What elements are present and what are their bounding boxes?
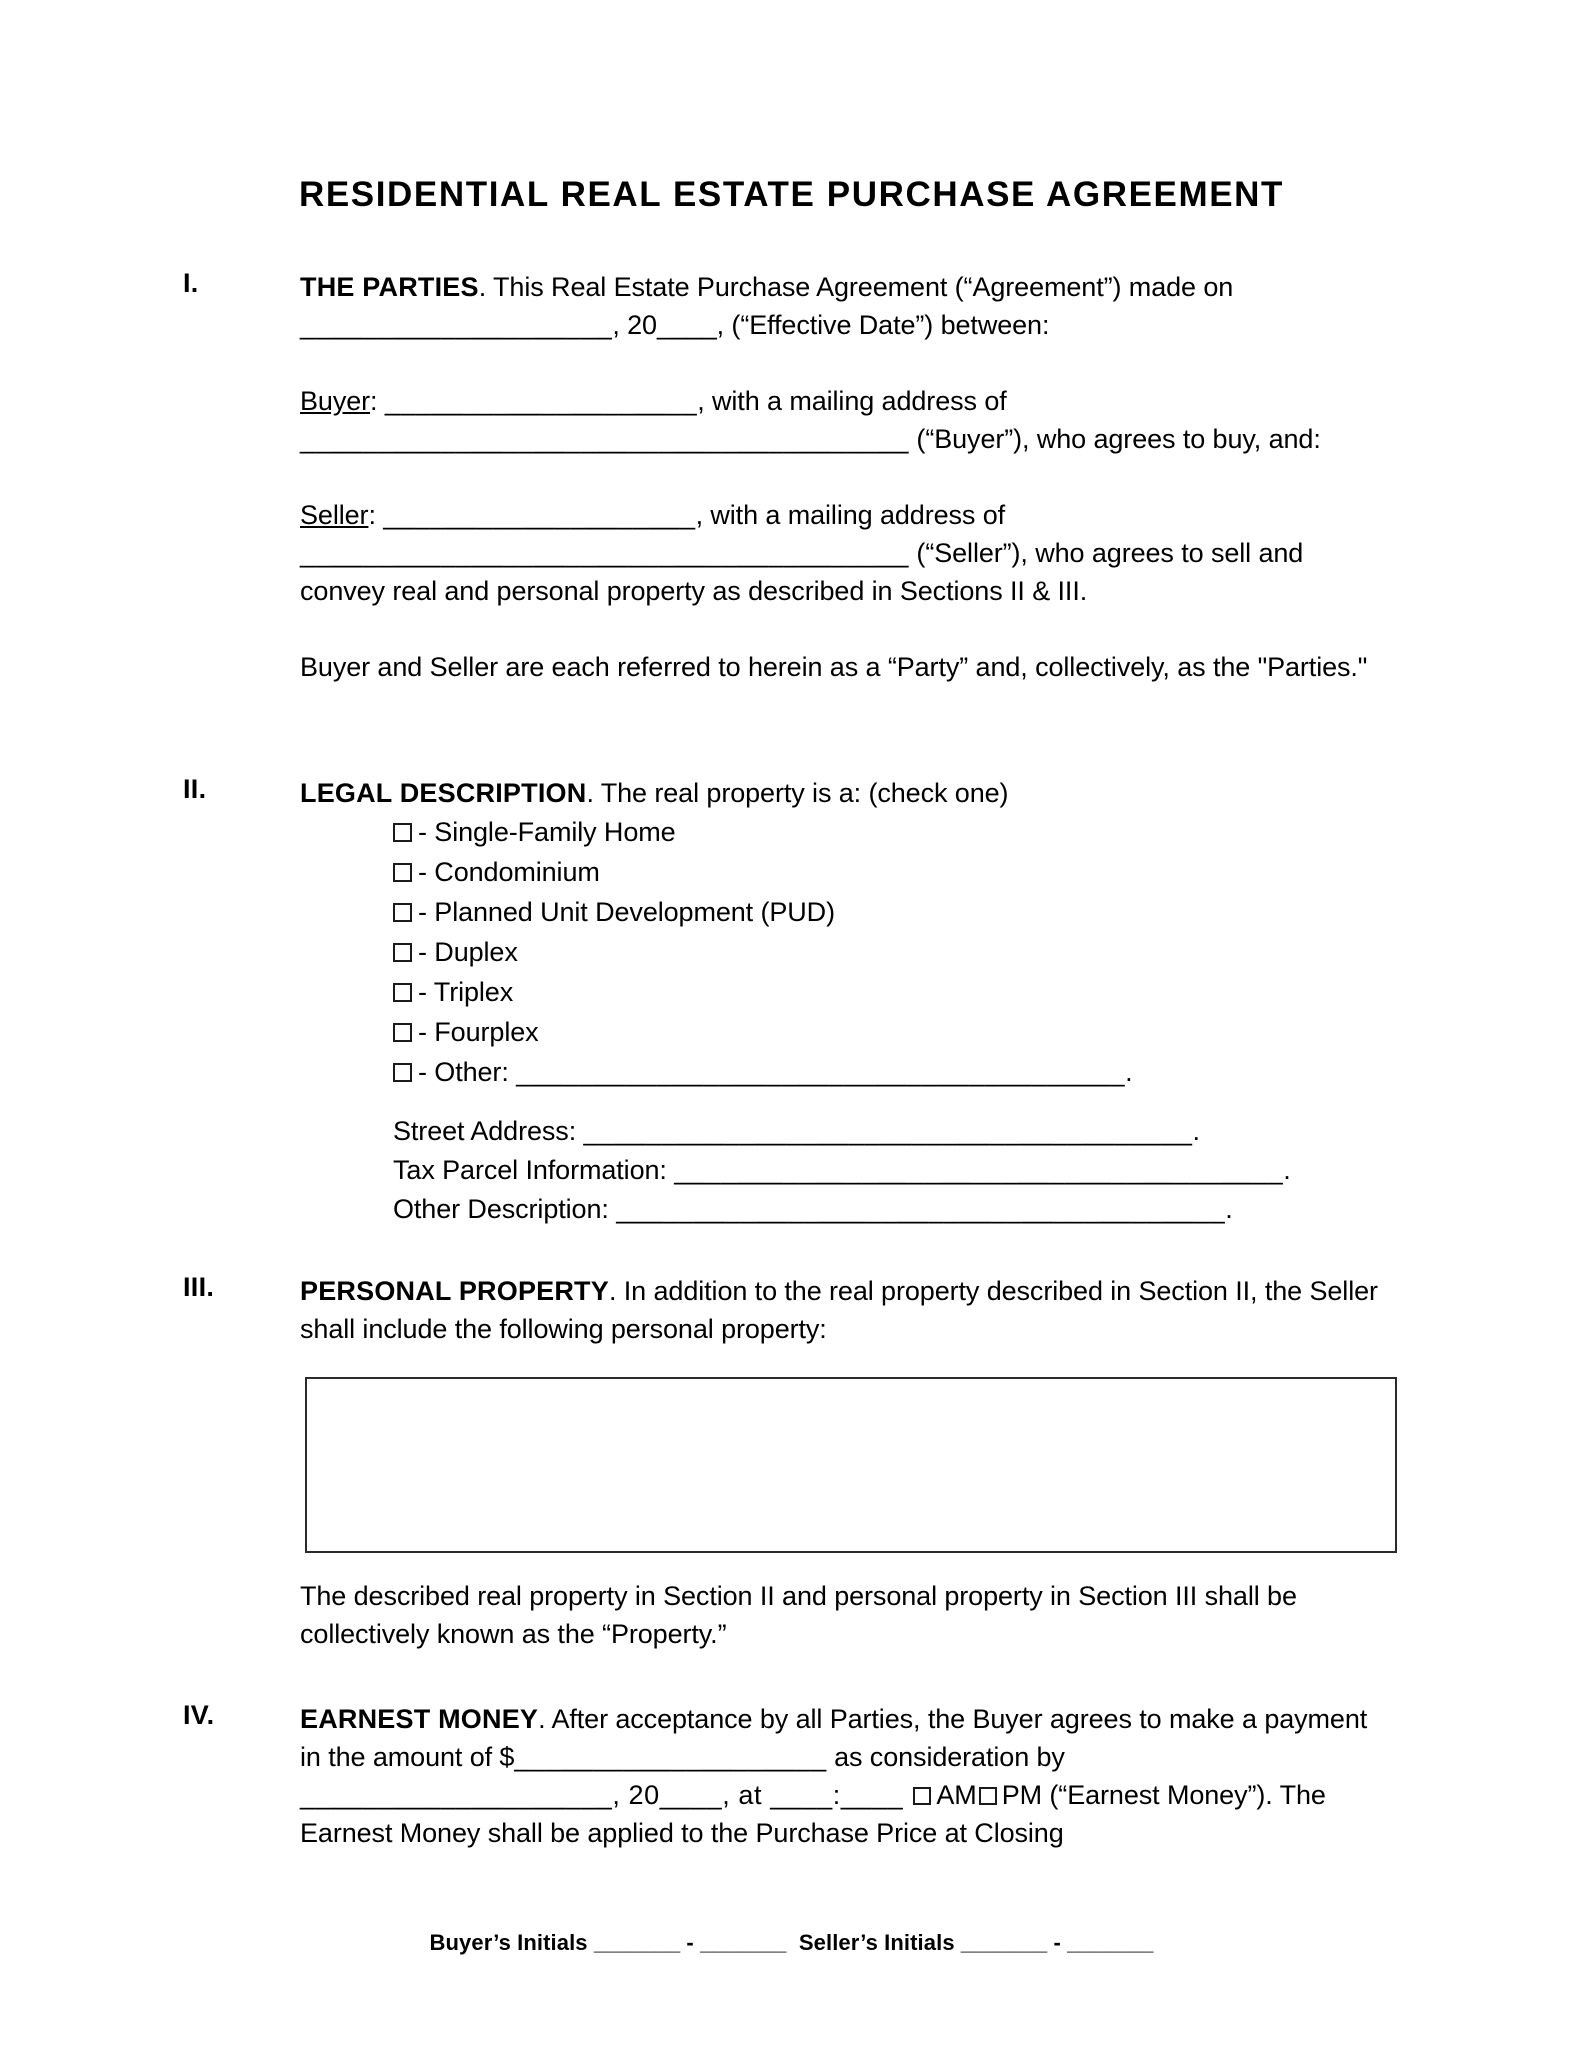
legal-description-intro-text: . The real property is a: (check one) <box>586 778 1009 808</box>
page-title: RESIDENTIAL REAL ESTATE PURCHASE AGREEMENT <box>298 175 1285 214</box>
checkbox-icon[interactable] <box>393 943 412 962</box>
footer-spacer <box>786 1930 798 1955</box>
checkbox-icon[interactable] <box>393 903 412 922</box>
heading-personal-property: PERSONAL PROPERTY <box>300 1276 609 1306</box>
buyer-initials-blank-2[interactable]: _______ <box>700 1930 787 1955</box>
parties-intro-text: . This Real Estate Purchase Agreement (“Agreement”) made on <box>478 272 1234 302</box>
paragraph-agreement-date <box>300 268 1393 344</box>
paragraph-parties-definition: Buyer and Seller are each referred to herein as a “Party” and, collectively, as the "Parties." <box>300 652 1368 682</box>
field-tax-parcel-information <box>300 1151 1393 1190</box>
pm-label: PM <box>1001 1780 1043 1810</box>
option-duplex[interactable] <box>300 932 1393 972</box>
buyer-address-blank[interactable]: _______________________________________ <box>300 424 910 454</box>
spacer <box>300 344 1393 382</box>
tax-parcel-blank[interactable]: _______________________________________. <box>674 1155 1292 1185</box>
personal-property-textbox[interactable] <box>305 1377 1397 1553</box>
seller-name-blank[interactable]: ____________________ <box>383 500 696 530</box>
spacer <box>300 458 1393 496</box>
earnest-money-date-blank[interactable]: ____________________ <box>300 1780 613 1810</box>
effective-date-blank[interactable]: ____________________ <box>300 310 613 340</box>
other-description-blank[interactable]: _______________________________________. <box>616 1194 1234 1224</box>
initials-separator-2: - <box>1047 1930 1068 1955</box>
option-other[interactable] <box>300 1052 1393 1092</box>
paragraph-seller <box>300 496 1393 610</box>
section-property-definition <box>183 1577 1393 1653</box>
option-label: - Duplex <box>418 937 518 967</box>
property-description-fields <box>300 1112 1393 1229</box>
heading-legal-description: LEGAL DESCRIPTION <box>300 778 587 808</box>
buyer-colon: : <box>370 386 385 416</box>
section-earnest-money <box>183 1700 1393 1852</box>
seller-initials-blank-2[interactable]: _______ <box>1067 1930 1154 1955</box>
heading-the-parties: THE PARTIES <box>300 272 479 302</box>
section-body-ii <box>300 774 1393 1229</box>
buyer-label: Buyer <box>300 386 371 416</box>
buyer-agrees-text: (“Buyer”), who agrees to buy, and: <box>909 424 1321 454</box>
seller-address-blank[interactable]: _______________________________________ <box>300 538 910 568</box>
section-body-i <box>300 268 1393 686</box>
earnest-money-amount-blank[interactable]: ____________________ <box>514 1742 827 1772</box>
earnest-money-text-b: as consideration by <box>826 1742 1065 1772</box>
section-numeral-iii: III. <box>183 1272 215 1302</box>
section-legal-description <box>183 774 1393 1229</box>
earnest-money-text-a: . After acceptance by all Parties, the Buyer agrees to make a payment in the amount of $ <box>300 1704 1368 1772</box>
section-numeral-ii: II. <box>183 774 207 804</box>
spacer <box>300 610 1393 648</box>
legal-description-intro <box>300 774 1393 812</box>
option-triplex[interactable] <box>300 972 1393 1012</box>
property-definition-body <box>300 1577 1393 1653</box>
initials-footer <box>0 1930 1583 1956</box>
checkbox-icon[interactable] <box>393 1063 412 1082</box>
seller-initials-label: Seller’s Initials <box>798 1930 961 1955</box>
initials-separator-1: - <box>680 1930 701 1955</box>
seller-initials-blank-1[interactable]: _______ <box>960 1930 1048 1955</box>
option-label: - Planned Unit Development (PUD) <box>418 897 835 927</box>
checkbox-icon[interactable] <box>393 1023 412 1042</box>
checkbox-icon[interactable] <box>393 863 412 882</box>
street-address-blank[interactable]: _______________________________________. <box>583 1116 1201 1146</box>
seller-address-text: , with a mailing address of <box>695 500 1006 530</box>
buyer-name-blank[interactable]: ____________________ <box>384 386 698 416</box>
option-label: - Fourplex <box>418 1017 539 1047</box>
field-street-address <box>300 1112 1393 1151</box>
option-fourplex[interactable] <box>300 1012 1393 1052</box>
buyer-initials-label: Buyer’s Initials <box>429 1930 594 1955</box>
section-numeral-iv: IV. <box>183 1700 215 1730</box>
seller-colon: : <box>368 500 384 530</box>
checkbox-icon[interactable] <box>393 983 412 1002</box>
option-other-blank[interactable]: _______________________________________. <box>516 1057 1134 1087</box>
section-the-parties <box>183 268 1393 686</box>
section-personal-property <box>183 1272 1393 1348</box>
earnest-money-text-d: (“Earnest Money”). The Earnest Money shall be applied to the Purchase Price at Closing <box>300 1780 1326 1848</box>
personal-property-intro-text: . In addition to the real property described in Section II, the Seller shall include the following personal property: <box>300 1276 1378 1344</box>
other-description-label: Other Description: <box>393 1194 617 1224</box>
checkbox-pm-icon[interactable] <box>979 1787 997 1805</box>
option-label: - Condominium <box>418 857 600 887</box>
buyer-initials-blank-1[interactable]: _______ <box>593 1930 681 1955</box>
buyer-address-text: , with a mailing address of <box>697 386 1007 416</box>
spacer <box>300 1092 1393 1112</box>
earnest-money-time-blank[interactable]: , 20____, at ____:____ <box>612 1780 912 1810</box>
parties-intro-text-2: , 20____, (“Effective Date”) between: <box>612 310 1050 340</box>
section-body-iv <box>300 1700 1393 1852</box>
paragraph-buyer <box>300 382 1393 458</box>
tax-parcel-label: Tax Parcel Information: <box>393 1155 675 1185</box>
option-planned-unit-development[interactable] <box>300 892 1393 932</box>
personal-property-intro <box>300 1272 1393 1348</box>
heading-earnest-money: EARNEST MONEY <box>300 1704 539 1734</box>
option-label: - Other: <box>418 1057 517 1087</box>
section-numeral-i: I. <box>183 268 199 298</box>
option-label: - Triplex <box>418 977 514 1007</box>
option-single-family-home[interactable] <box>300 812 1393 852</box>
seller-label: Seller <box>300 500 369 530</box>
street-address-label: Street Address: <box>393 1116 584 1146</box>
checkbox-icon[interactable] <box>393 823 412 842</box>
section-body-iii <box>300 1272 1393 1348</box>
am-label: AM <box>936 1780 977 1810</box>
option-condominium[interactable] <box>300 852 1393 892</box>
property-type-options <box>300 812 1393 1092</box>
option-label: - Single-Family Home <box>418 817 676 847</box>
paragraph-property-definition: The described real property in Section II and personal property in Section III shall be collectively known as the “Property.” <box>300 1581 1297 1649</box>
checkbox-am-icon[interactable] <box>913 1787 931 1805</box>
field-other-description <box>300 1190 1393 1229</box>
seller-agrees-text: (“Seller”), who agrees to sell and convey real and personal property as described in Sections II & III. <box>300 538 1304 606</box>
paragraph-earnest-money <box>300 1700 1393 1852</box>
